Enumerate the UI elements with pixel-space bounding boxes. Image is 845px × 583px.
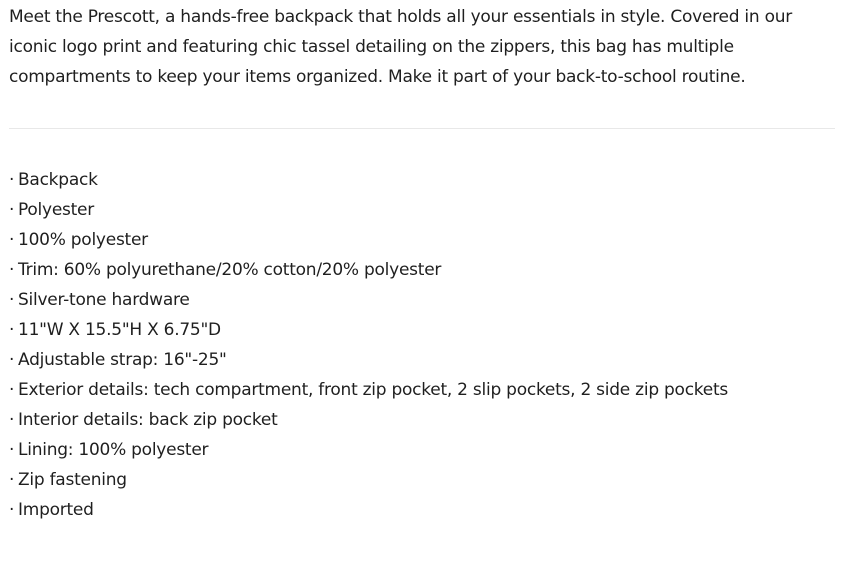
- bullet: ·: [9, 380, 15, 400]
- bullet: ·: [9, 470, 15, 490]
- bullet: ·: [9, 200, 15, 220]
- spec-item: [9, 225, 728, 255]
- spec-text: 100% polyester: [18, 230, 148, 250]
- spec-item: [9, 285, 728, 315]
- spec-text: Polyester: [18, 200, 95, 220]
- spec-text: Adjustable strap: 16"-25": [18, 350, 227, 370]
- spec-text: Backpack: [18, 170, 98, 190]
- bullet: ·: [9, 320, 15, 340]
- bullet: ·: [9, 500, 15, 520]
- bullet: ·: [9, 290, 15, 310]
- section-divider: [9, 128, 835, 129]
- spec-item: [9, 495, 728, 525]
- spec-item: [9, 405, 728, 435]
- spec-list: [9, 165, 728, 525]
- spec-item: [9, 315, 728, 345]
- bullet: ·: [9, 410, 15, 430]
- spec-item: [9, 345, 728, 375]
- spec-text: Zip fastening: [18, 470, 127, 490]
- spec-item: [9, 435, 728, 465]
- spec-text: Imported: [18, 500, 94, 520]
- spec-item: [9, 465, 728, 495]
- bullet: ·: [9, 350, 15, 370]
- bullet: ·: [9, 260, 15, 280]
- product-description: Meet the Prescott, a hands-free backpack that holds all your essentials in style. Covered in our iconic logo print and featuring chic tassel detailing on the zippers, this bag has multiple compartments to keep your items organized. Make it part of your back-to-school routine.: [9, 7, 792, 87]
- bullet: ·: [9, 170, 15, 190]
- spec-text: 11"W X 15.5"H X 6.75"D: [18, 320, 221, 340]
- spec-item: [9, 255, 728, 285]
- spec-text: Silver-tone hardware: [18, 290, 190, 310]
- spec-text: Trim: 60% polyurethane/20% cotton/20% polyester: [18, 260, 442, 280]
- spec-text: Interior details: back zip pocket: [18, 410, 278, 430]
- spec-item: [9, 165, 728, 195]
- spec-text: Lining: 100% polyester: [18, 440, 209, 460]
- bullet: ·: [9, 440, 15, 460]
- spec-item: [9, 195, 728, 225]
- spec-text: Exterior details: tech compartment, front zip pocket, 2 slip pockets, 2 side zip pockets: [18, 380, 729, 400]
- bullet: ·: [9, 230, 15, 250]
- spec-item: [9, 375, 728, 405]
